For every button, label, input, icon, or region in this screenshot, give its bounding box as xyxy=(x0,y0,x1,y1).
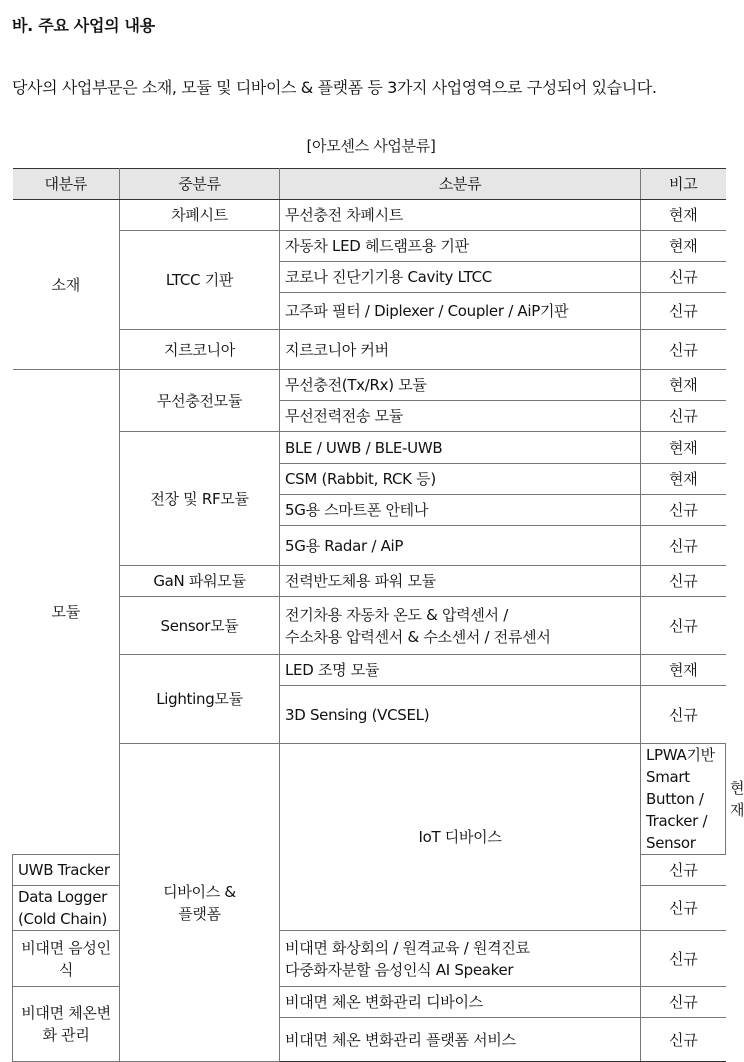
status-note: 현재 xyxy=(641,655,726,686)
status-note: 신규 xyxy=(641,262,726,293)
minor-category xyxy=(280,931,641,987)
status-note: 신규 xyxy=(641,566,726,597)
major-category: 소재 xyxy=(13,200,120,370)
minor-category: Data Logger (Cold Chain) xyxy=(13,886,120,931)
table-row xyxy=(13,597,726,655)
status-note: 신규 xyxy=(641,526,726,566)
header-note: 비고 xyxy=(641,169,726,200)
status-note: 현재 xyxy=(641,464,726,495)
intro-text: 당사의 사업부문은 소재, 모듈 및 디바이스 & 플랫폼 등 3가지 사업영역으로 구성되어 있습니다. xyxy=(12,78,657,97)
minor-category: CSM (Rabbit, RCK 등) xyxy=(280,464,641,495)
table-row: 디바이스 & 플랫폼 IoT 디바이스 LPWA기반 Smart Button / Tracker / Sensor 현재 xyxy=(13,744,726,855)
middle-category: 차폐시트 xyxy=(120,200,280,231)
table-row xyxy=(13,231,726,262)
status-note: 현재 xyxy=(641,370,726,401)
major-category xyxy=(120,744,280,1062)
table-header-row xyxy=(13,169,726,200)
minor-category: 5G용 스마트폰 안테나 xyxy=(280,495,641,526)
major-category: 모듈 xyxy=(13,370,120,855)
status-note: 신규 xyxy=(641,495,726,526)
middle-category: 비대면 음성인식 xyxy=(13,931,120,987)
table-row xyxy=(13,370,726,401)
major-category-line: 플랫폼 xyxy=(178,904,221,923)
status-note: 신규 xyxy=(641,686,726,744)
minor-category: 비대면 체온 변화관리 디바이스 xyxy=(280,987,641,1018)
minor-category-line: 비대면 화상회의 / 원격교육 / 원격진료 xyxy=(285,938,530,957)
minor-category: 고주파 필터 / Diplexer / Coupler / AiP기판 xyxy=(280,293,641,330)
status-note: 신규 xyxy=(641,401,726,432)
minor-category xyxy=(280,597,641,655)
table-row xyxy=(13,200,726,231)
minor-category: LPWA기반 Smart Button / Tracker / Sensor xyxy=(641,744,726,855)
minor-category: LED 조명 모듈 xyxy=(280,655,641,686)
minor-category-line: 다중화자분할 음성인식 AI Speaker xyxy=(285,960,514,979)
table-body xyxy=(13,200,744,1062)
business-classification-table xyxy=(12,168,744,1062)
minor-category-line: 수소차용 압력센서 & 수소센서 / 전류센서 xyxy=(285,627,551,646)
table-row xyxy=(13,566,726,597)
table-caption: [아모센스 사업분류] xyxy=(306,137,436,155)
header-minor: 소분류 xyxy=(280,169,641,200)
minor-category: 지르코니아 커버 xyxy=(280,330,641,370)
minor-category: 코로나 진단기기용 Cavity LTCC xyxy=(280,262,641,293)
section-title: 바. 주요 사업의 내용 xyxy=(12,16,155,35)
status-note: 신규 xyxy=(641,1018,726,1062)
minor-category: 무선전력전송 모듈 xyxy=(280,401,641,432)
header-middle: 중분류 xyxy=(120,169,280,200)
middle-category: GaN 파워모듈 xyxy=(120,566,280,597)
table-row xyxy=(13,432,726,464)
status-note: 현재 xyxy=(641,200,726,231)
minor-category-line: 전기차용 자동차 온도 & 압력센서 / xyxy=(285,605,508,624)
middle-category: LTCC 기판 xyxy=(120,231,280,330)
table-row xyxy=(13,655,726,686)
middle-category: Sensor모듈 xyxy=(120,597,280,655)
status-note: 신규 xyxy=(641,855,726,886)
minor-category: 전력반도체용 파워 모듈 xyxy=(280,566,641,597)
middle-category: IoT 디바이스 xyxy=(280,744,641,931)
header-major: 대분류 xyxy=(13,169,120,200)
minor-category: 무선충전(Tx/Rx) 모듈 xyxy=(280,370,641,401)
minor-category: 자동차 LED 헤드램프용 기판 xyxy=(280,231,641,262)
middle-category: Lighting모듈 xyxy=(120,655,280,744)
minor-category: 3D Sensing (VCSEL) xyxy=(280,686,641,744)
middle-category: 지르코니아 xyxy=(120,330,280,370)
middle-category: 전장 및 RF모듈 xyxy=(120,432,280,566)
status-note: 현재 xyxy=(641,432,726,464)
table-row xyxy=(13,987,726,1018)
table-row xyxy=(13,330,726,370)
minor-category: 비대면 체온 변화관리 플랫폼 서비스 xyxy=(280,1018,641,1062)
middle-category: 무선충전모듈 xyxy=(120,370,280,432)
status-note: 신규 xyxy=(641,886,726,931)
status-note: 신규 xyxy=(641,330,726,370)
table-row xyxy=(13,931,726,987)
status-note: 현재 xyxy=(641,231,726,262)
major-category-line: 디바이스 & xyxy=(163,882,236,901)
minor-category: UWB Tracker xyxy=(13,855,120,886)
minor-category: 무선충전 차폐시트 xyxy=(280,200,641,231)
status-note: 신규 xyxy=(641,597,726,655)
minor-category: BLE / UWB / BLE-UWB xyxy=(280,432,641,464)
status-note: 신규 xyxy=(641,293,726,330)
middle-category: 비대면 체온변화 관리 xyxy=(13,987,120,1062)
status-note: 신규 xyxy=(641,931,726,987)
status-note: 신규 xyxy=(641,987,726,1018)
minor-category: 5G용 Radar / AiP xyxy=(280,526,641,566)
